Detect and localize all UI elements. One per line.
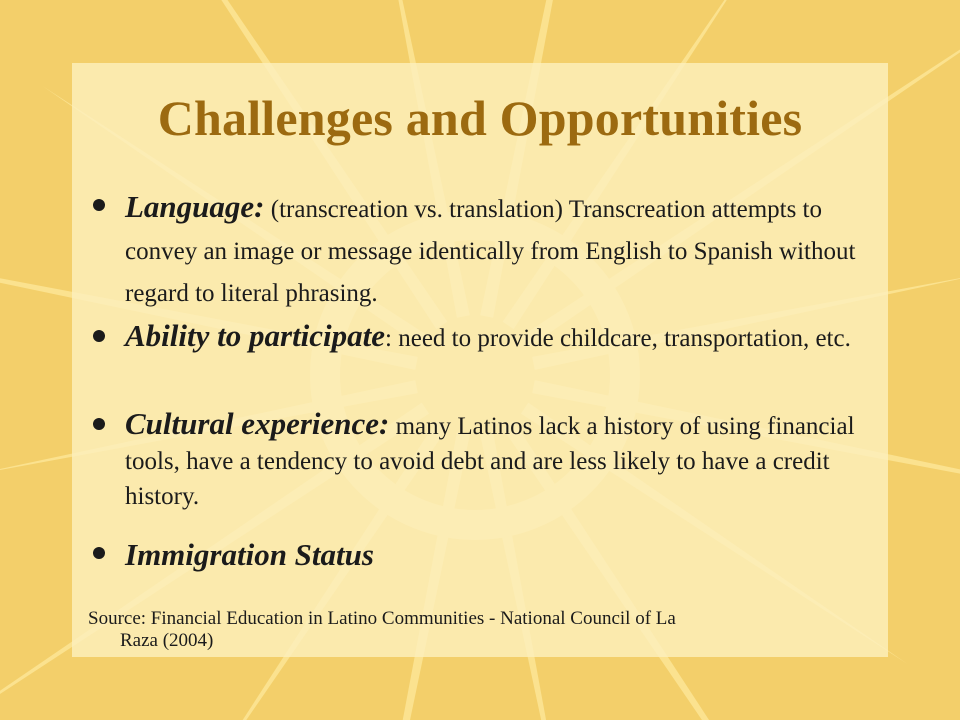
bullet-term: Ability to participate (125, 318, 386, 353)
bullet-text: (transcreation vs. translation) Transcreation attempts to convey an image or message identically from English to Spanish without regard to literal phrasing. (125, 196, 856, 307)
bullet-term: Language: (125, 189, 265, 224)
bullet-dot-icon (93, 547, 105, 559)
bullet-dot-icon (93, 418, 105, 430)
source-line-2: Raza (2004) (120, 630, 214, 651)
bullet-dot-icon (93, 330, 105, 342)
bullet-list (88, 186, 878, 580)
source-line-1: Source: Financial Education in Latino Communities - National Council of La (88, 608, 676, 629)
bullet-term: Cultural experience: (125, 406, 390, 441)
source-citation (88, 608, 858, 652)
bullet-language (88, 186, 878, 314)
bullet-text: many Latinos lack a history of using financial tools, have a tendency to avoid debt and are less likely to have a credit history. (125, 413, 855, 510)
bullet-dot-icon (93, 199, 105, 211)
bullet-immigration-status (88, 534, 878, 580)
bullet-text: : need to provide childcare, transportation, etc. (385, 325, 851, 352)
slide-title: Challenges and Opportunities (157, 90, 803, 146)
bullet-cultural-experience (88, 406, 878, 530)
bullet-term: Immigration Status (125, 537, 374, 572)
bullet-ability-to-participate (88, 318, 878, 402)
